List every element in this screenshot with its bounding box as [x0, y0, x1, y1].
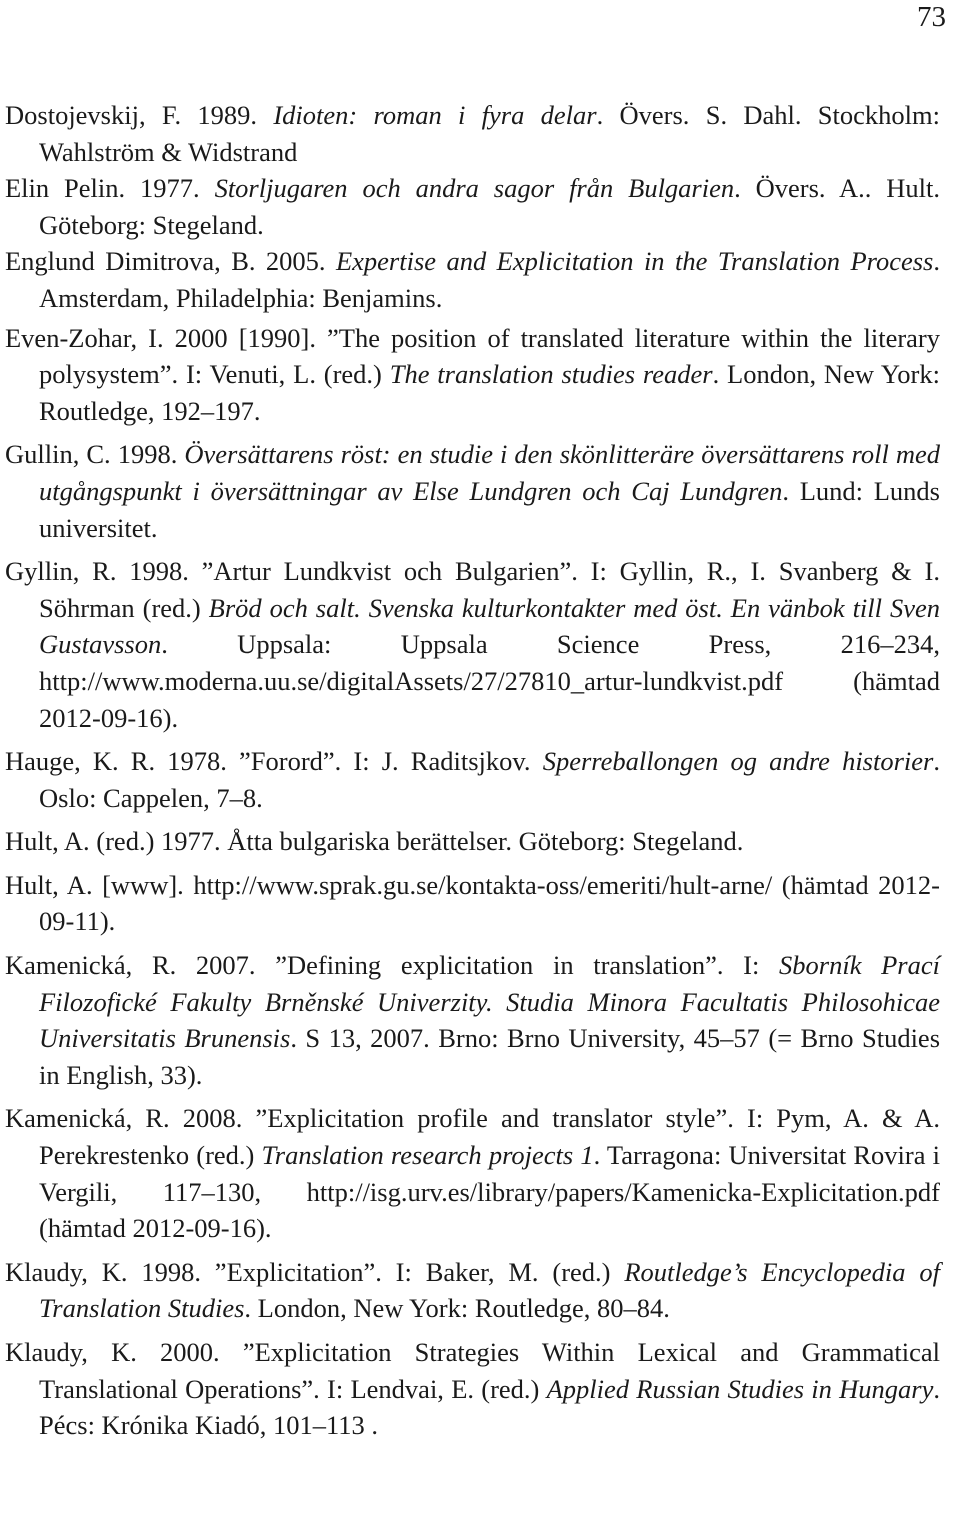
reference-entry — [5, 823, 940, 860]
reference-entry — [5, 947, 940, 1093]
reference-text: Englund Dimitrova, B. 2005. — [5, 246, 336, 277]
reference-title: Routledge’s Encyclopedia of Translation Studies — [39, 1256, 940, 1324]
reference-text: . Uppsala: Uppsala Science Press, 216‒234, http://www.moderna.uu.se/digitalAssets/27/27810_artur-lundkvist.pdf (hämtad 2012-09-16). — [39, 629, 940, 733]
reference-entry — [5, 867, 940, 940]
reference-entry — [5, 97, 940, 170]
reference-text: Gullin, C. 1998. — [5, 439, 185, 470]
reference-text: . London, New York: Routledge, 192‒197. — [39, 359, 940, 426]
reference-text: . Lund: Lunds universitet. — [39, 475, 940, 543]
reference-entry — [5, 1334, 940, 1444]
reference-text: . Pécs: Krónika Kiadó, 101‒113 . — [39, 1373, 940, 1441]
reference-text: Hult, A. (red.) 1977. Åtta bulgariska berättelser. Göteborg: Stegeland. — [5, 826, 744, 857]
reference-text: Kamenická, R. 2008. ”Explicitation profile and translator style”. I: Pym, A. & A. Perekrestenko (red.) — [5, 1103, 940, 1171]
reference-title: Bröd och salt. Svenska kulturkontakter med öst. En vänbok till Sven Gustavsson — [39, 592, 940, 660]
reference-text: Hult, A. [www]. http://www.sprak.gu.se/kontakta-oss/emeriti/hult-arne/ (hämtad 2012-09-11). — [5, 869, 940, 937]
reference-text: Even-Zohar, I. 2000 [1990]. ”The position of translated literature within the literary polysystem”. I: Venuti, L. (red.) — [5, 322, 940, 390]
page-number: 73 — [917, 1, 946, 33]
reference-text: . Amsterdam, Philadelphia: Benjamins. — [39, 246, 940, 313]
reference-text: . London, New York: Routledge, 80‒84. — [244, 1293, 670, 1324]
reference-title: Translation research projects 1 — [261, 1140, 594, 1171]
reference-title: Applied Russian Studies in Hungary — [546, 1373, 934, 1404]
reference-entry — [5, 553, 940, 736]
reference-text: Hauge, K. R. 1978. ”Forord”. I: J. Raditsjkov. — [5, 746, 543, 777]
reference-text: . Övers. S. Dahl. Stockholm: Wahlström & Widstrand — [39, 100, 940, 167]
reference-text: Gyllin, R. 1998. ”Artur Lundkvist och Bulgarien”. I: Gyllin, R., I. Svanberg & I. Söhrman (red.) — [5, 556, 940, 623]
reference-entry — [5, 243, 940, 316]
reference-text: . Övers. A.. Hult. Göteborg: Stegeland. — [39, 173, 940, 240]
reference-text: . Oslo: Cappelen, 7‒8. — [39, 746, 940, 813]
reference-entry — [5, 320, 940, 430]
reference-entry — [5, 1100, 940, 1246]
reference-list — [5, 97, 940, 1444]
reference-text: . Tarragona: Universitat Rovira i Vergili, 117‒130, http://isg.urv.es/library/papers/Kamenicka-Explicitation.pdf (hämtad 2012-09-16). — [39, 1140, 940, 1244]
reference-entry — [5, 170, 940, 243]
reference-entry — [5, 436, 940, 546]
reference-title: Sperreballongen og andre historier — [542, 746, 934, 777]
reference-title: The translation studies reader — [389, 359, 713, 390]
reference-title: Sborník Prací Filozofické Fakulty Brněnské Univerzity. Studia Minora Facultatis Philosohicae Universitatis Brunensis — [39, 950, 940, 1054]
reference-text: Klaudy, K. 2000. ”Explicitation Strategies Within Lexical and Grammatical Translational Operations”. I: Lendvai, E. (red.) — [5, 1337, 940, 1404]
reference-text: Elin Pelin. 1977. — [5, 173, 215, 204]
reference-text: . S 13, 2007. Brno: Brno University, 45‒57 (= Brno Studies in English, 33). — [39, 1023, 941, 1090]
reference-entry — [5, 1254, 940, 1327]
reference-text: Dostojevskij, F. 1989. — [5, 100, 274, 130]
reference-text: Kamenická, R. 2007. ”Defining explicitation in translation”. I: — [5, 950, 780, 981]
reference-title: Översättarens röst: en studie i den skönlitteräre översättarens roll med utgångspunkt i översättningar av Else Lundgren och Caj Lundgren — [39, 439, 940, 506]
reference-title: Expertise and Explicitation in the Translation Process — [335, 246, 934, 277]
reference-title: Storljugaren och andra sagor från Bulgarien — [214, 173, 735, 204]
reference-entry — [5, 743, 940, 816]
reference-title: Idioten: roman i fyra delar — [273, 100, 597, 130]
reference-text: Klaudy, K. 1998. ”Explicitation”. I: Baker, M. (red.) — [5, 1256, 625, 1287]
